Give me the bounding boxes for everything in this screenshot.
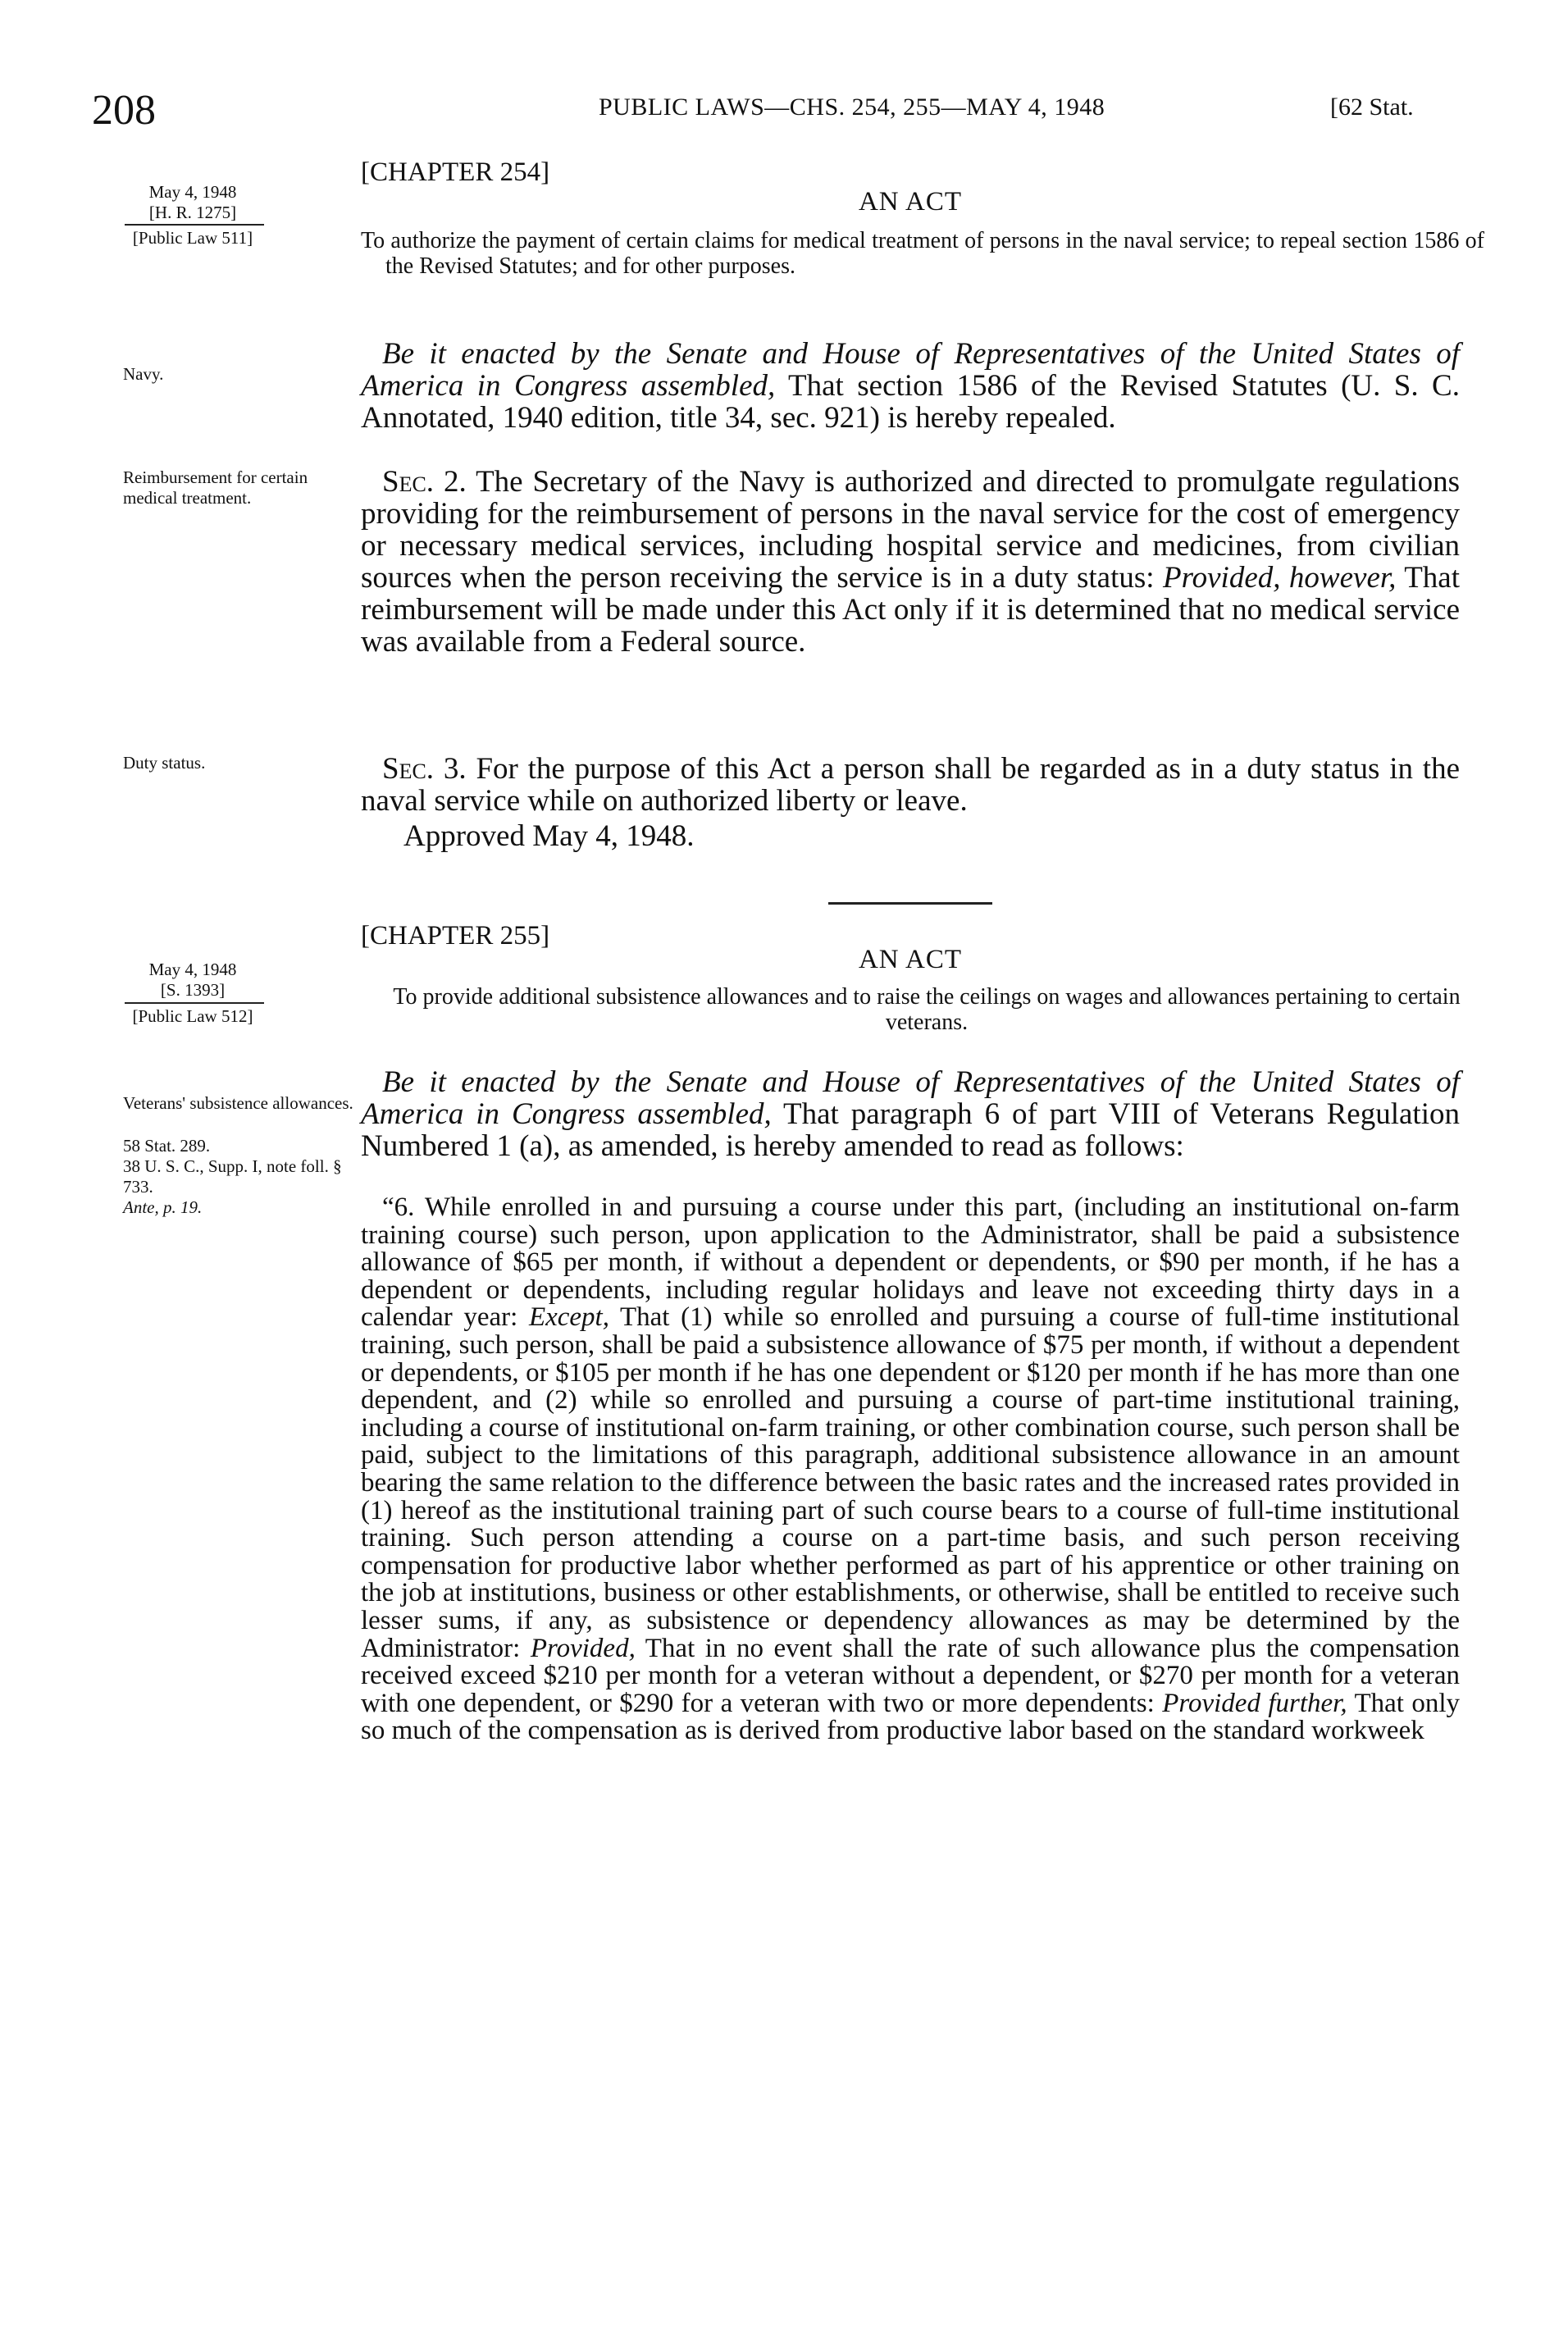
- approved-254: Approved May 4, 1948.: [403, 819, 695, 853]
- para6-except: Except,: [528, 1302, 609, 1333]
- paragraph-6: [361, 1194, 1460, 1745]
- sec2-text-b: That reimbursement will be made under this Act only if it is determined that no medical service was available from a Federal source.: [361, 561, 1460, 659]
- margin-rule-255: [125, 1002, 264, 1004]
- margin-cite-usc: 38 U. S. C., Supp. I, note foll. § 733.: [123, 1156, 342, 1197]
- para6-provided-further: Provided further,: [1162, 1688, 1347, 1718]
- margin-public-law-254: [Public Law 511]: [132, 228, 253, 248]
- chapter-255-label: [CHAPTER 255]: [361, 921, 550, 951]
- sec3-text: For the purpose of this Act a person shall be regarded as in a duty status in the naval service while on authorized liberty or leave.: [361, 752, 1460, 818]
- para6-c: That in no event shall the rate of such allowance plus the compensation received exceed $210 per month for a veteran without a dependent, or $270 per month for a veteran with one dependent, or $290 for a veteran with two or more dependents:: [361, 1633, 1461, 1718]
- section-2-254: [361, 466, 1460, 658]
- para6-a: “6. While enrolled in and pursuing a course under this part, (including an institutional on-farm training course) such person, upon application to the Administrator, shall be paid a subsistence allowance of $65 per month, if without a dependent or dependents, or $90 per month, if he has a dependent or dependents, including regular holidays and leave not exceeding thirty days in a calendar year:: [361, 1192, 1460, 1333]
- para6-b: That (1) while so enrolled and pursuing a course of full-time institutional training, such person, shall be paid a subsistence allowance of $75 per month, if without a dependent or dependents, or $105 per month if he has one dependent or $120 per month if he has more than one dependent, and (2) while so enrolled and pursuing a course of part-time institutional training, including a course of institutional on-farm training, or other combination course, such person shall be paid, subject to the limitations of this paragraph, additional subsistence allowance in an amount bearing the same relation to the difference between the basic rates and the increased rates provided in (1) hereof as the institutional training part of such course bears to a course of full-time institutional training. Such person attending a course on a part-time basis, and such person receiving compensation for productive labor whether performed as part of his apprentice or other training on the job at institutions, business or other establishments, or otherwise, shall be entitled to receive such lesser sums, if any, as subsistence or dependency allowances as may be determined by the Administrator:: [361, 1302, 1461, 1663]
- margin-public-law-255: [Public Law 512]: [132, 1006, 253, 1026]
- margin-rule-254: [125, 224, 264, 226]
- enacting-clause-254: Be it enacted by the Senate and House of Representatives of the United States of America in Congress assembled,: [361, 337, 1460, 403]
- margin-note-duty-status: Duty status.: [123, 753, 206, 773]
- margin-note-veterans: Veterans' subsistence allowances.: [123, 1093, 353, 1113]
- enactment-254: [361, 338, 1460, 434]
- sec2-text-a: The Secretary of the Navy is authorized and directed to promulgate regulations providing for the reimbursement of persons in the naval service for the cost of emergency or necessary medical services, including hospital service and medicines, from civilian sources when the person receiving the service is in a duty status:: [361, 465, 1460, 595]
- act-title-254: AN ACT: [858, 187, 963, 217]
- purpose-255: To provide additional subsistence allowances and to raise the ceilings on wages and allowances pertaining to certain veterans.: [393, 984, 1461, 1035]
- margin-cite-stat: 58 Stat. 289.: [123, 1136, 211, 1156]
- enacting-clause-255: Be it enacted by the Senate and House of Representatives of the United States of America in Congress assembled,: [361, 1065, 1460, 1131]
- purpose-254: To authorize the payment of certain claims for medical treatment of persons in the naval service; to repeal section 1586 of the Revised Statutes; and for other purposes.: [361, 228, 1484, 279]
- margin-note-navy: Navy.: [123, 364, 164, 384]
- chapter-separator: [828, 902, 992, 905]
- margin-cite-ante-text: Ante, p. 19.: [123, 1197, 203, 1217]
- margin-cite-ante: [123, 1197, 361, 1218]
- margin-bill-255: [S. 1393]: [160, 980, 226, 1000]
- section-1-255: That paragraph 6 of part VIII of Veterans Regulation Numbered 1 (a), as amended, is hereby amended to read as follows:: [361, 1097, 1460, 1163]
- chapter-254-label: [CHAPTER 254]: [361, 157, 550, 187]
- sec2-label: Sec. 2.: [382, 465, 467, 499]
- para6-d: That only so much of the compensation as is derived from productive labor based on the standard workweek: [361, 1688, 1460, 1746]
- margin-date-254: May 4, 1948: [148, 182, 237, 202]
- para6-provided: Provided,: [530, 1633, 636, 1663]
- margin-note-reimbursement: Reimbursement for certain medical treatment.: [123, 467, 308, 508]
- volume-reference: [62 Stat.: [1330, 93, 1414, 121]
- margin-date-255: May 4, 1948: [148, 960, 237, 979]
- section-3-254: [361, 753, 1460, 817]
- enactment-255: [361, 1066, 1460, 1162]
- sec3-label: Sec. 3.: [382, 752, 467, 786]
- running-title: PUBLIC LAWS—CHS. 254, 255—MAY 4, 1948: [599, 93, 1105, 121]
- act-title-255: AN ACT: [858, 945, 963, 974]
- sec2-proviso: Provided, however,: [1162, 561, 1397, 595]
- margin-bill-254: [H. R. 1275]: [148, 203, 237, 222]
- page-number: 208: [92, 87, 156, 134]
- section-1-254: That section 1586 of the Revised Statutes (U. S. C. Annotated, 1940 edition, title 34, sec. 921) is hereby repealed.: [361, 369, 1460, 435]
